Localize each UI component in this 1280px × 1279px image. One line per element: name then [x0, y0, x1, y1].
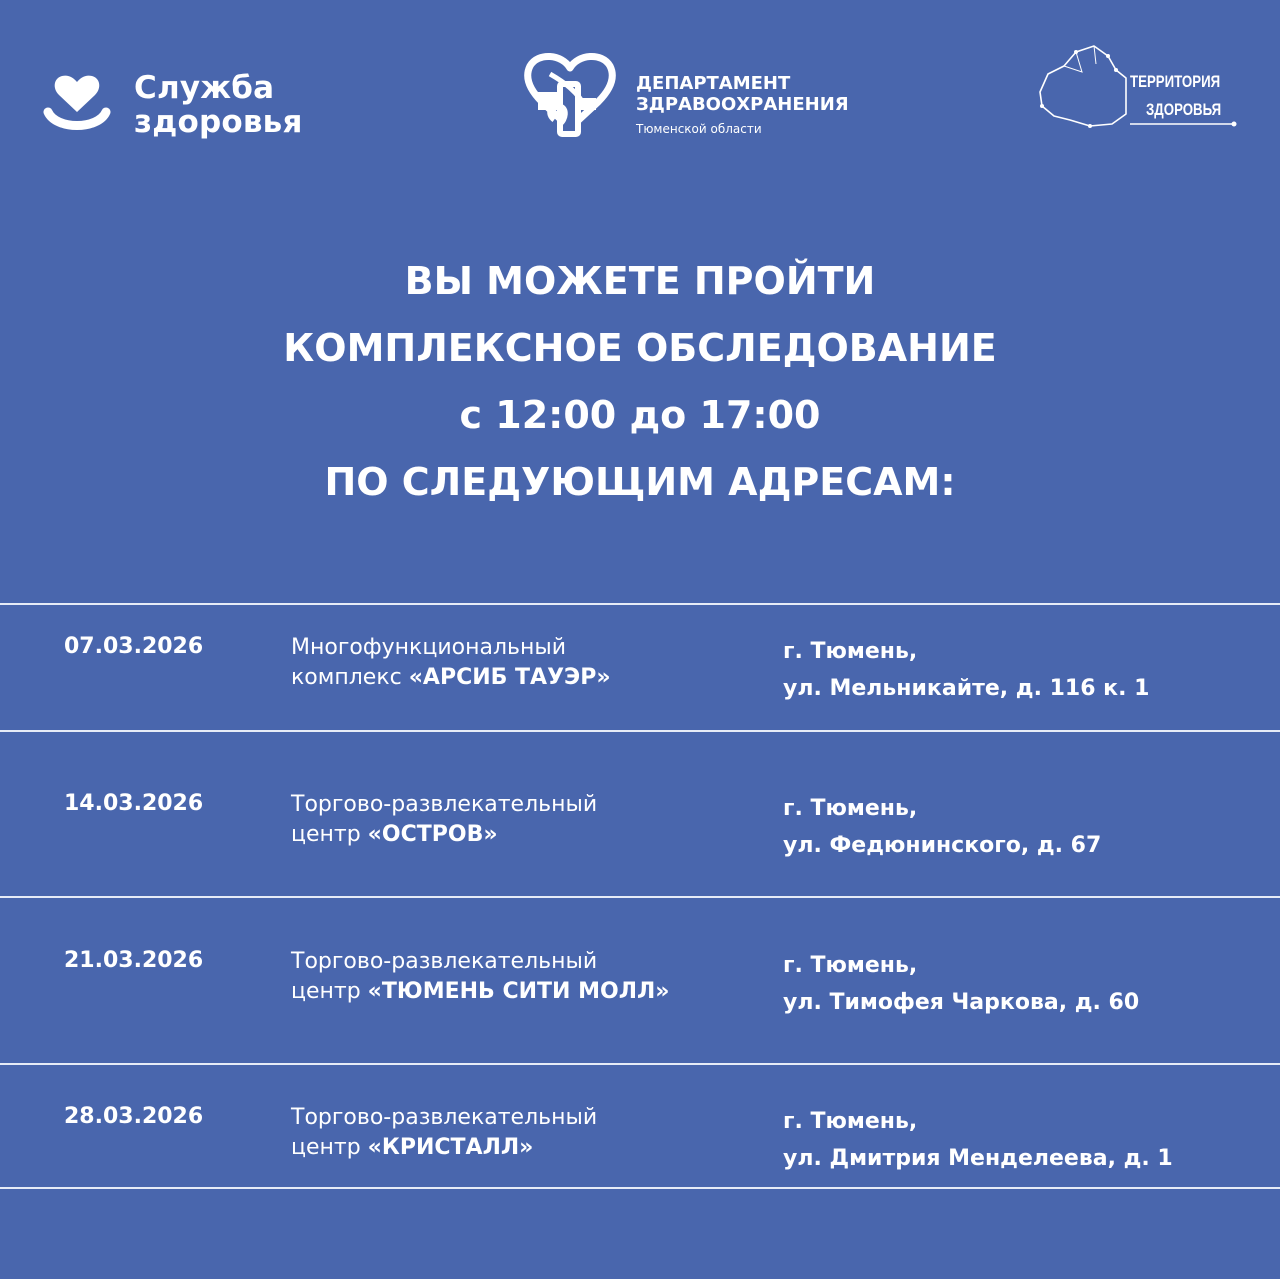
schedule-venue [291, 633, 611, 693]
venue-type: центр [291, 822, 368, 847]
venue-line1: Торгово-развлекательный [291, 949, 598, 974]
venue-name: «ОСТРОВ» [367, 822, 498, 847]
headline-time: с 12:00 до 17:00 [459, 393, 821, 437]
heart-cross-emblem-icon [520, 48, 624, 144]
headline-line2: КОМПЛЕКСНОЕ ОБСЛЕДОВАНИЕ [283, 326, 997, 370]
department-title-line2: ЗДРАВООХРАНЕНИЯ [636, 94, 849, 115]
headline-line4: ПО СЛЕДУЮЩИМ АДРЕСАМ: [324, 460, 956, 504]
logo-left-line1: Служба [134, 70, 275, 106]
address-city: г. Тюмень, [783, 639, 918, 664]
schedule-venue [291, 1103, 597, 1163]
venue-type: комплекс [291, 665, 409, 690]
venue-line2 [291, 977, 669, 1007]
headline-line1: ВЫ МОЖЕТЕ ПРОЙТИ [404, 259, 876, 303]
address-street: ул. Мельникайте, д. 116 к. 1 [783, 676, 1150, 701]
venue-line2 [291, 820, 597, 850]
address-city: г. Тюмень, [783, 796, 918, 821]
venue-line2 [291, 1133, 597, 1163]
heart-smile-icon [42, 68, 112, 138]
address-street: ул. Тимофея Чаркова, д. 60 [783, 990, 1140, 1015]
venue-line2 [291, 663, 611, 693]
divider [0, 603, 1280, 605]
venue-line1: Многофункциональный [291, 635, 567, 660]
divider [0, 1063, 1280, 1065]
territoriya-zdorovya-logo [1034, 40, 1244, 130]
address-city: г. Тюмень, [783, 953, 918, 978]
address-city: г. Тюмень, [783, 1109, 918, 1134]
headline [0, 248, 1280, 516]
schedule-address [783, 1103, 1173, 1177]
sluzhba-zdorovya-logo [42, 40, 342, 150]
address-street: ул. Дмитрия Менделеева, д. 1 [783, 1146, 1173, 1171]
schedule-date: 28.03.2026 [64, 1104, 204, 1129]
health-department-logo [520, 40, 860, 150]
venue-name: «ТЮМЕНЬ СИТИ МОЛЛ» [367, 979, 670, 1004]
department-region: Тюменской области [636, 122, 762, 136]
department-title-line1: ДЕПАРТАМЕНТ [636, 73, 791, 94]
divider [0, 1187, 1280, 1189]
schedule-date: 07.03.2026 [64, 634, 204, 659]
schedule-address [783, 790, 1101, 864]
schedule-date: 21.03.2026 [64, 948, 204, 973]
schedule-address [783, 633, 1149, 707]
venue-name: «КРИСТАЛЛ» [367, 1135, 534, 1160]
venue-name: «АРСИБ ТАУЭР» [408, 665, 611, 690]
divider [0, 730, 1280, 732]
territory-title-line1: ТЕРРИТОРИЯ [1130, 72, 1221, 91]
territory-title-line2: ЗДОРОВЬЯ [1146, 100, 1222, 119]
logo-left-line2: здоровья [134, 104, 303, 140]
divider [0, 896, 1280, 898]
schedule-address [783, 947, 1139, 1021]
venue-type: центр [291, 1135, 368, 1160]
venue-type: центр [291, 979, 368, 1004]
venue-line1: Торгово-развлекательный [291, 792, 598, 817]
address-street: ул. Федюнинского, д. 67 [783, 833, 1102, 858]
venue-line1: Торгово-развлекательный [291, 1105, 598, 1130]
schedule-venue [291, 947, 669, 1007]
schedule-venue [291, 790, 597, 850]
schedule-date: 14.03.2026 [64, 791, 204, 816]
